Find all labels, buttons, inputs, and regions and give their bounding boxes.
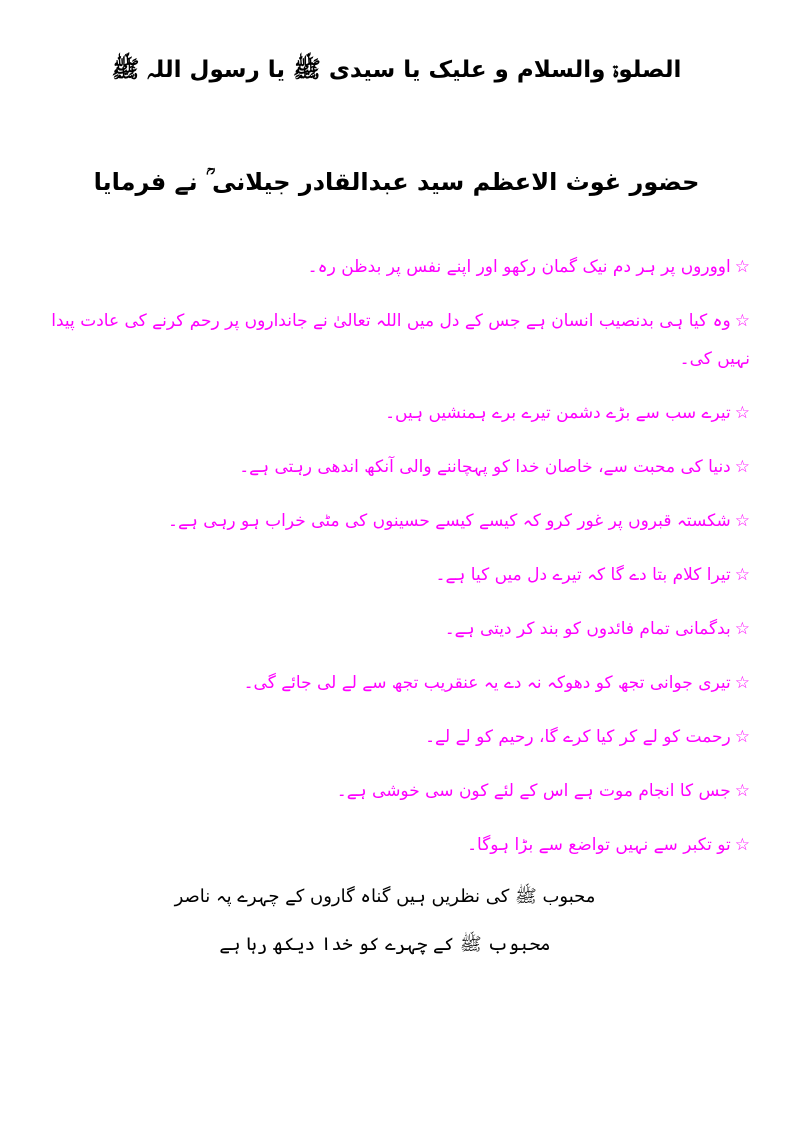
poem-line-1: محبوب ﷺ کی نظریں ہیں گناہ گاروں کے چہرے پہ ناصر [174, 886, 596, 907]
saying-text: دنیا کی محبت سے، خاصان خدا کو پہچاننے والی آنکھ اندھی رہتی ہے۔ [239, 457, 731, 477]
saying-item [40, 494, 750, 548]
saying-text: وہ کیا ہی بدنصیب انسان ہے جس کے دل میں اللہ تعالیٰ نے جانداروں پر رحم کرنے کی عادت پیدا نہیں کی۔ [51, 311, 750, 369]
saying-item [40, 818, 750, 872]
star-icon: ☆ [734, 727, 750, 747]
saying-item [40, 656, 750, 710]
star-icon: ☆ [734, 511, 750, 531]
saying-text: بدگمانی تمام فائدوں کو بند کر دیتی ہے۔ [444, 619, 731, 639]
saying-text: جس کا انجام موت ہے اس کے لئے کون سی خوشی ہے۔ [336, 781, 731, 801]
saying-item [40, 294, 750, 386]
saying-item [40, 764, 750, 818]
saying-item [40, 710, 750, 764]
saying-text: اووروں پر ہر دم نیک گمان رکھو اور اپنے نفس پر بدظن رہ۔ [307, 257, 731, 277]
saying-text: تیرا کلام بتا دے گا کہ تیرے دل میں کیا ہے۔ [435, 565, 731, 585]
document-title: حضور غوث الاعظم سید عبدالقادر جیلانی ؒ نے فرمایا [93, 168, 700, 196]
star-icon: ☆ [734, 457, 750, 477]
star-icon: ☆ [734, 403, 750, 423]
star-icon: ☆ [734, 781, 750, 801]
sayings-list [40, 240, 750, 872]
saying-text: رحمت کو لے کر کیا کرے گا، رحیم کو لے لے۔ [425, 727, 731, 747]
salutation-heading: الصلوۃ والسلام و علیک یا سیدی ﷺ یا رسول اللہ ﷺ [111, 57, 682, 83]
saying-text: شکستہ قبروں پر غور کرو کہ کیسے کیسے حسینوں کی مٹی خراب ہو رہی ہے۔ [167, 511, 731, 531]
star-icon: ☆ [734, 673, 750, 693]
saying-item [40, 548, 750, 602]
saying-item [40, 386, 750, 440]
poem-line-2: محبوب ﷺ کے چہرے کو خدا دیکھ رہا ہے [219, 934, 551, 955]
saying-text: تیری جوانی تجھ کو دھوکہ نہ دے یہ عنقریب تجھ سے لے لی جائے گی۔ [243, 673, 731, 693]
saying-text: تو تکبر سے نہیں تواضع سے بڑا ہوگا۔ [467, 835, 731, 855]
star-icon: ☆ [734, 835, 750, 855]
saying-text: تیرے سب سے بڑے دشمن تیرے برے ہمنشیں ہیں۔ [385, 403, 731, 423]
star-icon: ☆ [734, 619, 750, 639]
star-icon: ☆ [734, 311, 750, 331]
saying-item [40, 240, 750, 294]
saying-item [40, 602, 750, 656]
saying-item [40, 440, 750, 494]
star-icon: ☆ [734, 565, 750, 585]
star-icon: ☆ [734, 257, 750, 277]
